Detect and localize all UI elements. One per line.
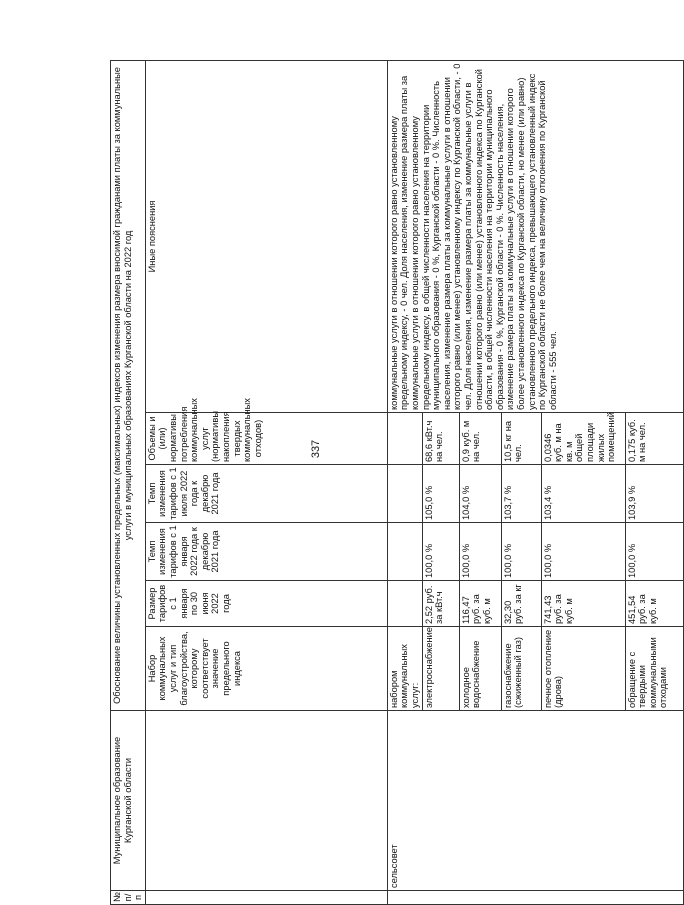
rate-jan-cell: 100,0 %	[422, 523, 459, 581]
rate-jan-cell: 100,0 %	[501, 523, 541, 581]
col-service: Набор коммунальных услуг и тип благоустройства, которому соответствует значение предельного индекса	[145, 627, 387, 711]
volume-cell: 0,0346 куб. м на кв. м общей площади жилых помещений	[541, 413, 625, 465]
tariff-cell: 116,47 руб. за куб. м	[459, 581, 501, 627]
rate-jul-cell: 104,0 %	[459, 465, 501, 523]
volume-cell: 0,9 куб. м на чел.	[459, 413, 501, 465]
col-volumes: Объемы и (или) нормативы потребления коммунальных услуг (нормативы накопления твердых коммунальных отходов)	[145, 413, 387, 465]
col-municipality: Муниципальное образование Курганской области	[111, 711, 146, 891]
col-notes: Иные пояснения	[145, 60, 387, 412]
table-title: Обоснование величины установленных предельных (максимальных) индексов изменения размера вносимой гражданами платы за коммунальные услуги в муниципальных образованиях Курганской области на 2022 год	[111, 60, 146, 710]
tariff-cell: 741,43 руб. за куб. м	[541, 581, 625, 627]
rate-jan-cell: 100,0 %	[541, 523, 625, 581]
rate-jul-cell: 105,0 %	[422, 465, 459, 523]
col-num: № п/п	[111, 891, 146, 905]
col-rate-jul: Темп изменения тарифов с 1 июля 2022 года к декабрю 2021 года	[145, 465, 387, 523]
tariff-table	[110, 60, 684, 905]
rotated-table-wrapper	[110, 61, 669, 905]
tariff-cell: 451,54 руб. за куб. м	[625, 581, 683, 627]
service-cell: обращение с твердыми коммунальными отходами	[625, 627, 683, 711]
rate-jan-cell: 100,0 %	[459, 523, 501, 581]
volume-cell: 10,5 кг на чел.	[501, 413, 541, 465]
volume-cell: 68,6 кВт.ч на чел.	[422, 413, 459, 465]
page-number: 337	[310, 439, 323, 459]
tariff-cell: 2,52 руб. за кВт.ч	[422, 581, 459, 627]
service-cell: печное отопление (дрова)	[541, 627, 625, 711]
municipality-cell: сельсовет	[387, 711, 683, 891]
service-cell: набором коммунальных услуг:	[387, 627, 422, 711]
service-cell: газоснабжение (сжиженный газ)	[501, 627, 541, 711]
service-cell: электроснабжение	[422, 627, 459, 711]
notes-cell: коммунальные услуги в отношении которого равно установленному предельному индексу, - 0 чел. Доля населения, изменение размера платы за коммунальные услуги в отношении которого равно установленному предельному индексу, в общей численности населения на территории муниципального образования - 0 %, Курганской области - 0 %. Численность населения, изменение размера платы за коммунальные услуги в отношении которого равно (или менее) установленному индексу по Курганской области, - 0 чел. Доля населения, изменение размера платы за коммунальные услуги в отношении которого равно (или менее) установленного индекса по Курганской области, в общей численности населения на территории муниципального образования - 0 %, Курганской области - 0 %. Численность населения, изменение размера платы за коммунальные услуги в отношении которого более установленного индекса по Курганской области, но менее (или равно) установленного предельного индекса, превышающего установленный индекс по Курганской области не более чем на величину отклонения по Курганской области - 555 чел.	[387, 60, 683, 412]
col-tariff-size: Размер тарифов с 1 января по 30 июня 2022 года	[145, 581, 387, 627]
rate-jan-cell: 100,0 %	[625, 523, 683, 581]
tariff-cell: 32,30 руб. за кг	[501, 581, 541, 627]
volume-cell: 0,175 куб. м на чел.	[625, 413, 683, 465]
rate-jul-cell: 103,9 %	[625, 465, 683, 523]
rate-jul-cell: 103,4 %	[541, 465, 625, 523]
col-rate-jan: Темп изменения тарифов с 1 января 2022 года к декабрю 2021 года	[145, 523, 387, 581]
service-cell: холодное водоснабжение	[459, 627, 501, 711]
rate-jul-cell: 103,7 %	[501, 465, 541, 523]
